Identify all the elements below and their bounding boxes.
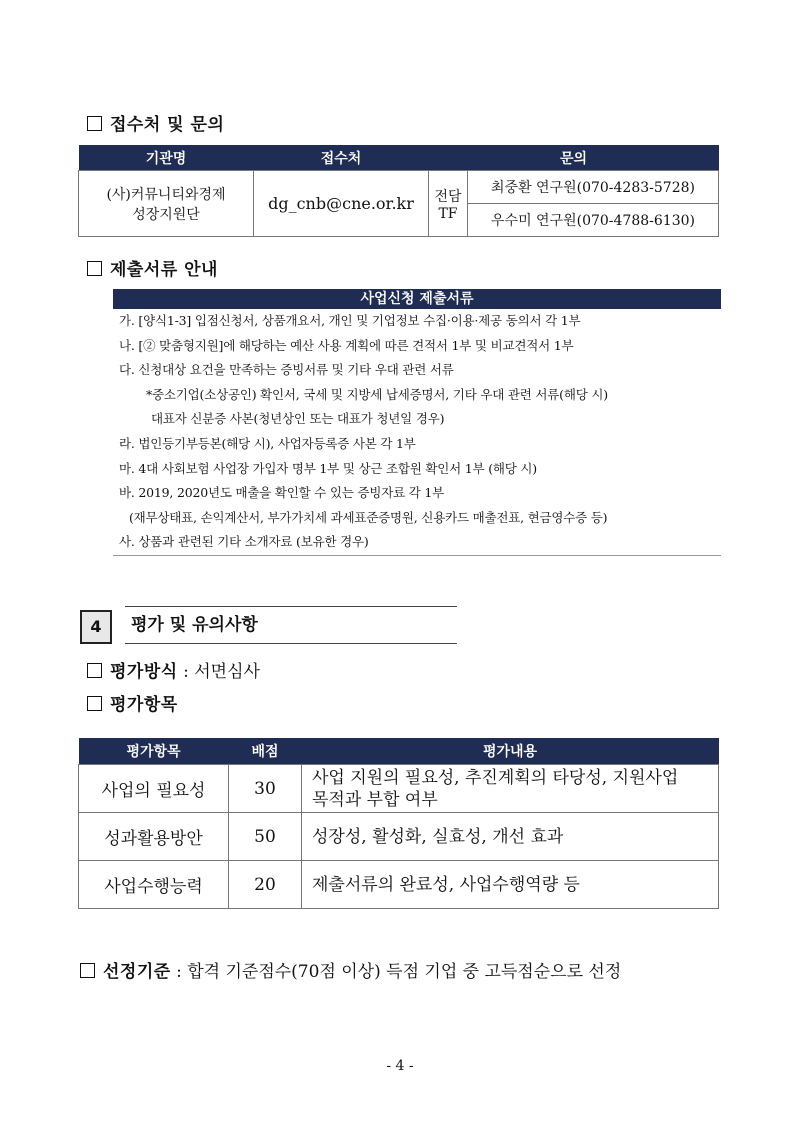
docs-section-heading — [87, 255, 218, 280]
doc-subitem: (재무상태표, 손익계산서, 부가가치세 과세표준증명원, 신용카드 매출전표, 현금영수증 등) — [129, 509, 608, 525]
checkbox-square-icon — [87, 696, 102, 711]
eval-score-cell: 20 — [229, 861, 302, 909]
page-number: - 4 - — [386, 1058, 414, 1074]
contact-person-1: 최중환 연구원(070-4283-5728) — [468, 171, 719, 204]
eval-content-line1: 사업 지원의 필요성, 추진계획의 타당성, 지원사업 — [312, 767, 679, 788]
table-row — [79, 861, 719, 909]
evaluation-table — [78, 738, 719, 909]
doc-item: 라. 법인등기부등본(해당 시), 사업자등록증 사본 각 1부 — [119, 435, 416, 451]
eval-items-label: 평가항목 — [110, 695, 178, 715]
contact-table-header — [79, 145, 719, 171]
eval-content-cell: 제출서류의 완료성, 사업수행역량 등 — [302, 861, 719, 909]
checkbox-square-icon — [80, 963, 95, 978]
checkbox-square-icon — [87, 663, 102, 678]
checkbox-square-icon — [87, 261, 102, 276]
doc-item: 다. 신청대상 요건을 만족하는 증빙서류 및 기타 우대 관련 서류 — [119, 362, 454, 378]
eval-score-cell: 50 — [229, 813, 302, 861]
team-cell — [429, 171, 468, 237]
contact-section-heading — [87, 110, 224, 135]
eval-score-cell: 30 — [229, 765, 302, 813]
selection-value: : 합격 기준점수(70점 이상) 득점 기업 중 고득점순으로 선정 — [170, 962, 622, 982]
evaluation-header — [79, 738, 719, 765]
eval-item-cell: 사업수행능력 — [79, 861, 229, 909]
header-score: 배점 — [229, 738, 302, 765]
eval-method-line — [87, 657, 260, 682]
eval-method-value: : 서면심사 — [177, 662, 260, 682]
team-line1: 전담 — [434, 188, 462, 205]
eval-content-cell — [302, 765, 719, 813]
header-email: 접수처 — [254, 145, 429, 171]
org-line2: 성장지원단 — [132, 206, 200, 223]
eval-method-label: 평가방식 — [110, 662, 178, 682]
docs-list — [113, 309, 721, 556]
doc-item: 나. [② 맞춤형지원]에 해당하는 예산 사용 계획에 따른 견적서 1부 및 비교견적서 1부 — [119, 337, 574, 353]
header-content: 평가내용 — [302, 738, 719, 765]
header-inquiry: 문의 — [429, 145, 719, 171]
contact-heading-text: 접수처 및 문의 — [110, 115, 225, 135]
eval-content-cell: 성장성, 활성화, 실효성, 개선 효과 — [302, 813, 719, 861]
table-row — [79, 765, 719, 813]
contact-row — [79, 171, 719, 204]
email-cell: dg_cnb@cne.or.kr — [254, 171, 429, 237]
doc-item: 마. 4대 사회보험 사업장 가입자 명부 1부 및 상근 조합원 확인서 1부 (해당 시) — [119, 460, 537, 476]
doc-subitem: 대표자 신분증 사본(청년상인 또는 대표가 청년일 경우) — [151, 411, 445, 427]
eval-content-line2: 목적과 부합 여부 — [312, 789, 438, 810]
selection-label: 선정기준 — [103, 962, 171, 982]
header-org: 기관명 — [79, 145, 254, 171]
section-title: 평가 및 유의사항 — [125, 606, 457, 644]
section-number-badge: 4 — [80, 610, 112, 644]
table-row — [79, 813, 719, 861]
header-eval-item: 평가항목 — [79, 738, 229, 765]
doc-subitem: *중소기업(소상공인) 확인서, 국세 및 지방세 납세증명서, 기타 우대 관련 서류(해당 시) — [146, 386, 608, 402]
contact-person-2: 우수미 연구원(070-4788-6130) — [468, 204, 719, 237]
doc-item: 가. [양식1-3] 입점신청서, 상품개요서, 개인 및 기업정보 수집·이용·제공 동의서 각 1부 — [119, 313, 581, 328]
eval-items-heading — [87, 690, 178, 715]
org-line1: (사)커뮤니티와경제 — [106, 186, 226, 203]
team-line2: TF — [438, 205, 458, 222]
doc-item: 사. 상품과 관련된 기타 소개자료 (보유한 경우) — [119, 534, 369, 550]
doc-item: 바. 2019, 2020년도 매출을 확인할 수 있는 증빙자료 각 1부 — [119, 485, 445, 501]
contact-table — [78, 145, 719, 237]
org-cell — [79, 171, 254, 237]
docs-heading-text: 제출서류 안내 — [110, 260, 218, 280]
checkbox-square-icon — [87, 116, 102, 131]
eval-item-cell: 성과활용방안 — [79, 813, 229, 861]
docs-table-title: 사업신청 제출서류 — [113, 289, 721, 309]
selection-criteria-line — [80, 957, 621, 982]
eval-item-cell: 사업의 필요성 — [79, 765, 229, 813]
